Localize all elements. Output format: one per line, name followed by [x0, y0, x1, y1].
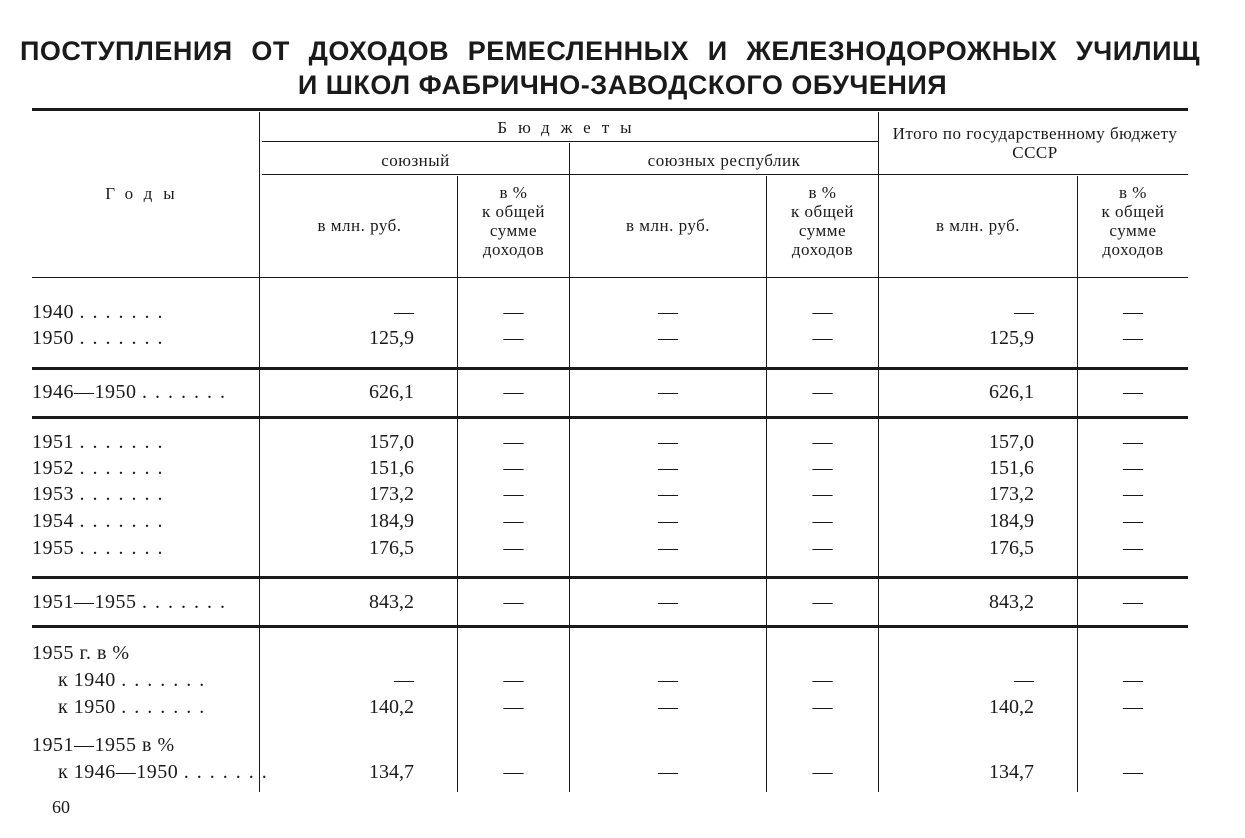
row-label — [58, 669, 278, 692]
page-title-line-2: И ШКОЛ ФАБРИЧНО-ЗАВОДСКОГО ОБУЧЕНИЯ — [297, 70, 948, 100]
pct-line: доходов — [791, 240, 854, 259]
row-label — [32, 381, 252, 404]
pct-line: в % — [1119, 183, 1147, 202]
empty-value-dash: — — [658, 696, 678, 718]
leader-dots: ....... — [79, 510, 171, 532]
page-number: 60 — [52, 797, 70, 817]
total-mln-value: 843,2 — [989, 591, 1034, 613]
pct-line: к общей — [1101, 202, 1165, 221]
row-label-text: 1954 — [32, 510, 74, 532]
leader-dots: ....... — [79, 327, 171, 349]
empty-value-dash: — — [658, 457, 678, 479]
empty-value-dash: — — [503, 327, 524, 349]
pct-line: сумме — [489, 221, 538, 240]
empty-value-dash: — — [503, 483, 524, 505]
total-mln-value: 176,5 — [989, 537, 1034, 559]
row-label-text: 1950 — [32, 327, 74, 349]
empty-value-dash: — — [1123, 457, 1143, 479]
pct-line: в % — [499, 183, 528, 202]
empty-value-dash: — — [503, 301, 524, 323]
leader-dots: ....... — [79, 431, 171, 453]
row-label — [32, 327, 252, 350]
column-divider — [878, 112, 879, 792]
empty-value-dash: — — [503, 431, 524, 453]
empty-value-dash: — — [503, 591, 524, 613]
header-total-pct — [1078, 183, 1188, 259]
header-republics-pct — [767, 183, 878, 259]
total-mln-value: 140,2 — [989, 696, 1034, 718]
empty-value-dash: — — [812, 431, 833, 453]
table-top-rule — [32, 108, 1188, 111]
row-label-text: 1940 — [32, 301, 74, 323]
union-mln-value: 157,0 — [369, 431, 414, 453]
separator-rule — [32, 367, 1188, 370]
header-total: Итого по государственному бюджету СССР — [892, 124, 1178, 162]
union-mln-value: 134,7 — [369, 761, 414, 783]
row-label-text: 1951—1955 — [32, 591, 137, 613]
union-mln-value: 176,5 — [369, 537, 414, 559]
header-union-mln: в млн. руб. — [317, 216, 402, 235]
empty-value-dash: — — [812, 669, 833, 691]
header-union: союзный — [381, 151, 450, 170]
empty-value-dash: — — [658, 301, 678, 323]
union-mln-value: 140,2 — [369, 696, 414, 718]
empty-value-dash: — — [503, 761, 524, 783]
union-mln-value: 173,2 — [369, 483, 414, 505]
row-label-text: 1952 — [32, 457, 74, 479]
row-label-text: к 1946—1950 — [58, 761, 179, 783]
empty-value-dash: — — [658, 327, 678, 349]
row-label — [58, 761, 278, 784]
total-mln-value: 151,6 — [989, 457, 1034, 479]
header-republics-mln: в млн. руб. — [625, 216, 711, 235]
leader-dots: ....... — [142, 591, 233, 613]
union-mln-value: 125,9 — [369, 327, 414, 349]
row-label — [32, 591, 252, 614]
leader-dots: ....... — [121, 696, 213, 718]
pct-line: доходов — [482, 240, 545, 259]
total-mln-value: — — [1014, 669, 1034, 691]
separator-rule — [32, 576, 1188, 579]
empty-value-dash: — — [1123, 301, 1143, 323]
empty-value-dash: — — [812, 510, 833, 532]
row-label — [32, 301, 252, 324]
union-mln-value: 626,1 — [369, 381, 414, 403]
row-label-text: к 1940 — [58, 669, 116, 691]
empty-value-dash: — — [812, 696, 833, 718]
union-mln-value: 151,6 — [369, 457, 414, 479]
union-mln-value: — — [394, 669, 414, 691]
row-label — [32, 537, 252, 560]
row-label: 1951—1955 в % — [32, 734, 175, 756]
empty-value-dash: — — [503, 457, 524, 479]
empty-value-dash: — — [1123, 483, 1143, 505]
empty-value-dash: — — [812, 301, 833, 323]
leader-dots: ....... — [79, 457, 171, 479]
empty-value-dash: — — [658, 761, 678, 783]
leader-dots: ....... — [79, 483, 171, 505]
separator-rule — [32, 416, 1188, 419]
row-label-text: 1953 — [32, 483, 74, 505]
union-mln-value: 843,2 — [369, 591, 414, 613]
total-mln-value: 626,1 — [989, 381, 1034, 403]
row-label — [32, 483, 252, 506]
leader-dots: ....... — [183, 761, 275, 783]
pct-line: к общей — [791, 202, 854, 221]
empty-value-dash: — — [503, 696, 524, 718]
empty-value-dash: — — [658, 431, 678, 453]
page-title-line-1: ПОСТУПЛЕНИЯ ОТ ДОХОДОВ РЕМЕСЛЕННЫХ И ЖЕЛЕЗНОДОРОЖНЫХ УЧИЛИЩ — [20, 36, 1200, 66]
pct-line: сумме — [798, 221, 847, 240]
empty-value-dash: — — [503, 537, 524, 559]
row-label-text: 1951 — [32, 431, 74, 453]
empty-value-dash: — — [812, 457, 833, 479]
empty-value-dash: — — [812, 327, 833, 349]
empty-value-dash: — — [503, 381, 524, 403]
leader-dots: ....... — [121, 669, 213, 691]
total-mln-value: 134,7 — [989, 761, 1034, 783]
row-label — [32, 510, 252, 533]
empty-value-dash: — — [1123, 537, 1143, 559]
row-label-text: к 1950 — [58, 696, 116, 718]
total-mln-value: 173,2 — [989, 483, 1034, 505]
union-mln-value: — — [394, 301, 414, 323]
leader-dots: ....... — [79, 301, 171, 323]
empty-value-dash: — — [1123, 696, 1143, 718]
total-mln-value: — — [1014, 301, 1034, 323]
union-mln-value: 184,9 — [369, 510, 414, 532]
empty-value-dash: — — [1123, 431, 1143, 453]
header-bottom-rule — [32, 277, 1188, 278]
row-label — [32, 431, 252, 454]
row-label — [58, 696, 278, 719]
header-budgets: Бюджеты — [497, 118, 643, 137]
empty-value-dash: — — [503, 669, 524, 691]
empty-value-dash: — — [1123, 591, 1143, 613]
pct-line: сумме — [1109, 221, 1157, 240]
row-label-text: 1946—1950 — [32, 381, 137, 403]
header-rule — [262, 174, 1188, 175]
row-label — [32, 457, 252, 480]
empty-value-dash: — — [1123, 510, 1143, 532]
row-label: 1955 г. в % — [32, 642, 130, 664]
leader-dots: ....... — [79, 537, 171, 559]
empty-value-dash: — — [1123, 669, 1143, 691]
empty-value-dash: — — [658, 483, 678, 505]
header-years: Годы — [105, 184, 186, 203]
empty-value-dash: — — [658, 510, 678, 532]
total-mln-value: 125,9 — [989, 327, 1034, 349]
empty-value-dash: — — [812, 483, 833, 505]
empty-value-dash: — — [658, 591, 678, 613]
pct-line: в % — [808, 183, 837, 202]
header-union-pct — [458, 183, 569, 259]
separator-rule — [32, 625, 1188, 628]
empty-value-dash: — — [1123, 327, 1143, 349]
total-mln-value: 184,9 — [989, 510, 1034, 532]
leader-dots: ....... — [142, 381, 233, 403]
empty-value-dash: — — [658, 669, 678, 691]
empty-value-dash: — — [503, 510, 524, 532]
empty-value-dash: — — [1123, 761, 1143, 783]
pct-line: доходов — [1102, 240, 1164, 259]
empty-value-dash: — — [812, 381, 833, 403]
pct-line: к общей — [482, 202, 545, 221]
empty-value-dash: — — [1123, 381, 1143, 403]
total-mln-value: 157,0 — [989, 431, 1034, 453]
empty-value-dash: — — [812, 591, 833, 613]
header-republics: союзных республик — [647, 151, 801, 170]
empty-value-dash: — — [812, 537, 833, 559]
header-total-mln: в млн. руб. — [935, 216, 1021, 235]
empty-value-dash: — — [658, 381, 678, 403]
header-rule — [262, 141, 878, 142]
empty-value-dash: — — [812, 761, 833, 783]
row-label-text: 1955 — [32, 537, 74, 559]
empty-value-dash: — — [658, 537, 678, 559]
